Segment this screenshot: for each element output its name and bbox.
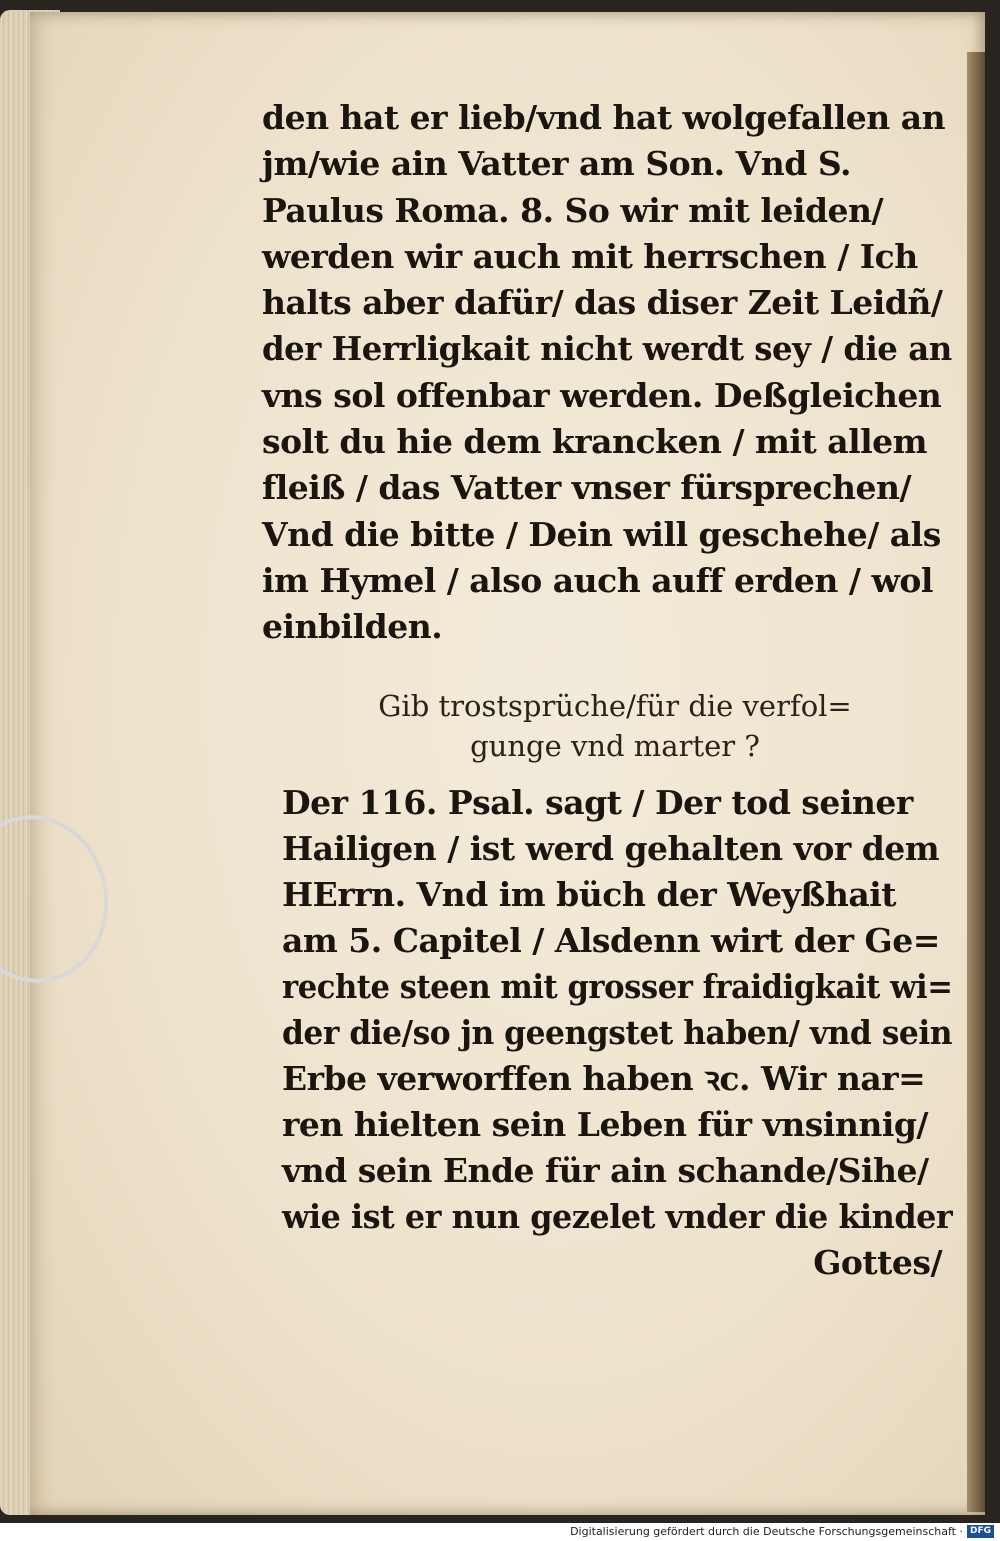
- heading-line: Gib trostsprüche/für die verfol=: [378, 689, 852, 723]
- text-line: vnd sein Ende für ain schande/Sihe/: [282, 1151, 929, 1190]
- text-line: wie ist er nun gezelet vnder die kinder: [282, 1197, 953, 1236]
- text-line: halts aber dafür/ das diser Zeit Leidñ/: [262, 283, 943, 323]
- paragraph-2: [282, 780, 952, 1286]
- text-line: solt du hie dem krancken / mit allem: [262, 422, 928, 462]
- text-line: Erbe verworffen haben ꝛc. Wir nar=: [282, 1059, 926, 1098]
- text-line: fleiß / das Vatter vnser fürsprechen/: [262, 468, 912, 508]
- text-line: der Herrligkait nicht werdt sey / die an: [262, 329, 952, 369]
- text-line: HErrn. Vnd im büch der Weyßhait: [282, 875, 897, 914]
- text-line: ren hielten sein Leben für vnsinnig/: [282, 1105, 928, 1144]
- text-line: im Hymel / also auch auff erden / wol: [262, 560, 933, 600]
- funding-credit: Digitalisierung gefördert durch die Deutsche Forschungsgemeinschaft ·: [570, 1525, 963, 1538]
- text-line: werden wir auch mit herrschen / Ich: [262, 236, 918, 276]
- heading-line: gunge vnd marter ?: [470, 729, 760, 763]
- section-heading: [375, 686, 855, 766]
- text-line: vns sol offenbar werden. Deßgleichen: [262, 375, 942, 415]
- text-line: den hat er lieb/vnd hat wolgefallen an: [262, 98, 946, 137]
- page-gutter-shadow: [967, 52, 985, 1512]
- text-line: Der 116. Psal. sagt / Der tod seiner: [282, 783, 913, 822]
- text-line: einbilden.: [262, 607, 443, 647]
- text-line: Hailigen / ist werd gehalten vor dem: [282, 829, 940, 868]
- paragraph-1: [262, 95, 952, 651]
- text-line: der die/so jn geengstet haben/ vnd sein: [282, 1013, 953, 1052]
- text-line: jm/wie ain Vatter am Son. Vnd S.: [262, 144, 851, 184]
- text-line: Vnd die bitte / Dein will geschehe/ als: [262, 514, 941, 554]
- digitization-credit-bar: [0, 1523, 1000, 1541]
- catchword: Gottes/: [813, 1243, 942, 1282]
- text-line: rechte steen mit grosser fraidigkait wi=: [282, 967, 953, 1006]
- text-line: am 5. Capitel / Alsdenn wirt der Ge=: [282, 921, 940, 960]
- text-line: Paulus Roma. 8. So wir mit leiden/: [262, 190, 884, 230]
- dfg-logo: DFG: [967, 1525, 994, 1538]
